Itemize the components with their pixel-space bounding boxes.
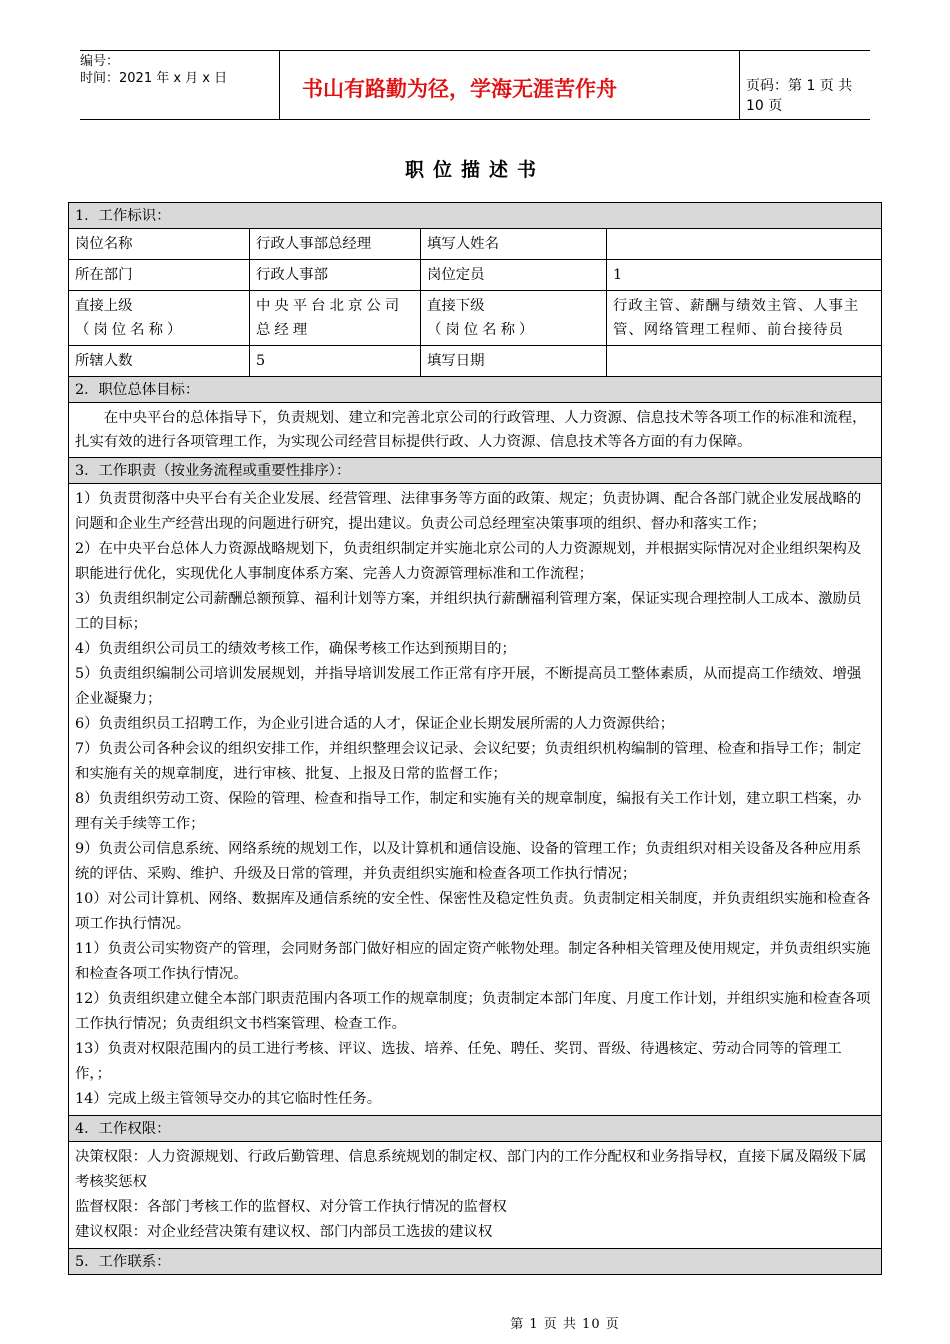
filler-label: 填写人姓名 xyxy=(421,229,607,260)
job-description-table xyxy=(68,202,882,1275)
page-footer: 第 1 页 共 10 页 xyxy=(510,1317,620,1332)
superior-label: 直接上级 xyxy=(75,298,133,314)
page-header xyxy=(80,50,870,120)
position-name-value: 行政人事部总经理 xyxy=(250,229,421,260)
dept-value: 行政人事部 xyxy=(250,260,421,291)
duty-item: 12）负责组织建立健全本部门职责范围内各项工作的规章制度；负责制定本部门年度、月度工作计划，并组织实施和检查各项工作执行情况；负责组织文书档案管理、检查工作。 xyxy=(75,991,871,1032)
duty-item: 9）负责公司信息系统、网络系统的规划工作，以及计算机和通信设施、设备的管理工作；负责组织对相关设备及各种应用系统的评估、采购、维护、升级及日常的管理，并负责组织实施和检查各项工作执行情况； xyxy=(75,841,862,882)
section-duties: 3．工作职责（按业务流程或重要性排序）： xyxy=(69,458,882,484)
header-slogan: 书山有路勤为径，学海无涯苦作舟 xyxy=(302,77,617,101)
duty-item: 3）负责组织制定公司薪酬总额预算、福利计划等方案，并组织执行薪酬福利管理方案，保证实现合理控制人工成本、激励员工的目标； xyxy=(75,591,862,632)
superior-value: 中央平台北京公司总经理 xyxy=(250,291,421,346)
goal-text: 在中央平台的总体指导下，负责规划、建立和完善北京公司的行政管理、人力资源、信息技术等各项工作的标准和流程，扎实有效的进行各项管理工作，为实现公司经营目标提供行政、人力资源、信息技术等各方面的有力保障。 xyxy=(69,403,882,458)
duty-item: 10）对公司计算机、网络、数据库及通信系统的安全性、保密性及稳定性负责。负责制定相关制度，并负责组织实施和检查各项工作执行情况。 xyxy=(75,891,871,932)
superior-sub-label: （岗位名称） xyxy=(75,322,186,338)
duty-item: 6）负责组织员工招聘工作，为企业引进合适的人才，保证企业长期发展所需的人力资源供给； xyxy=(75,716,675,732)
duty-item: 11）负责公司实物资产的管理，会同财务部门做好相应的固定资产帐物处理。制定各种相关管理及使用规定，并负责组织实施和检查各项工作执行情况。 xyxy=(75,941,871,982)
date-label: 填写日期 xyxy=(421,346,607,377)
date-value xyxy=(607,346,882,377)
duty-item: 1）负责贯彻落中央平台有关企业发展、经营管理、法律事务等方面的政策、规定；负责协调、配合各部门就企业发展战略的问题和企业生产经营出现的问题进行研究，提出建议。负责公司总经理室决策事项的组织、督办和落实工作； xyxy=(75,491,862,532)
subordinate-sub-label: （岗位名称） xyxy=(427,322,538,338)
headcount-label: 岗位定员 xyxy=(421,260,607,291)
section-rights: 4．工作权限： xyxy=(69,1116,882,1142)
duty-item: 2）在中央平台总体人力资源战略规划下，负责组织制定并实施北京公司的人力资源规划，并根据实际情况对企业组织架构及职能进行优化，实现优化人事制度体系方案、完善人力资源管理标准和工作流程； xyxy=(75,541,862,582)
superior-label-cell xyxy=(69,291,250,346)
duties-list xyxy=(69,484,882,1116)
header-number: 编号： xyxy=(80,54,120,69)
subordinate-label-cell xyxy=(421,291,607,346)
duty-item: 13）负责对权限范围内的员工进行考核、评议、选拔、培养、任免、聘任、奖罚、晋级、待遇核定、劳动合同等的管理工作，； xyxy=(75,1041,842,1082)
staff-count-value: 5 xyxy=(250,346,421,377)
header-page-info: 页码：第 1 页 共 10 页 xyxy=(746,78,853,114)
duty-item: 7）负责公司各种会议的组织安排工作，并组织整理会议记录、会议纪要；负责组织机构编制的管理、检查和指导工作；制定和实施有关的规章制度，进行审核、批复、上报及日常的监督工作； xyxy=(75,741,862,782)
filler-value xyxy=(607,229,882,260)
right-item: 监督权限：各部门考核工作的监督权、对分管工作执行情况的监督权 xyxy=(75,1199,507,1215)
position-name-label: 岗位名称 xyxy=(69,229,250,260)
subordinate-value: 行政主管、薪酬与绩效主管、人事主管、网络管理工程师、前台接待员 xyxy=(607,291,882,346)
duty-item: 4）负责组织公司员工的绩效考核工作，确保考核工作达到预期目的； xyxy=(75,641,516,657)
duty-item: 8）负责组织劳动工资、保险的管理、检查和指导工作，制定和实施有关的规章制度，编报有关工作计划，建立职工档案，办理有关手续等工作； xyxy=(75,791,862,832)
header-slogan-cell xyxy=(280,51,740,119)
section-goal: 2．职位总体目标： xyxy=(69,377,882,403)
document-title: 职位描述书 xyxy=(404,159,545,181)
duty-item: 14）完成上级主管领导交办的其它临时性任务。 xyxy=(75,1091,382,1107)
header-meta xyxy=(80,51,280,119)
subordinate-label: 直接下级 xyxy=(427,298,485,314)
headcount-value: 1 xyxy=(607,260,882,291)
right-item: 决策权限：人力资源规划、行政后勤管理、信息系统规划的制定权、部门内的工作分配权和业务指导权，直接下属及隔级下属考核奖惩权 xyxy=(75,1149,867,1190)
section-identification: 1．工作标识： xyxy=(69,203,882,229)
right-item: 建议权限：对企业经营决策有建议权、部门内部员工选拔的建议权 xyxy=(75,1224,493,1240)
section-contacts: 5．工作联系： xyxy=(69,1249,882,1275)
staff-count-label: 所辖人数 xyxy=(69,346,250,377)
dept-label: 所在部门 xyxy=(69,260,250,291)
rights-list xyxy=(69,1142,882,1249)
header-time: 时间：2021 年 x 月 x 日 xyxy=(80,71,228,86)
duty-item: 5）负责组织编制公司培训发展规划，并指导培训发展工作正常有序开展，不断提高员工整体素质，从而提高工作绩效、增强企业凝聚力； xyxy=(75,666,862,707)
